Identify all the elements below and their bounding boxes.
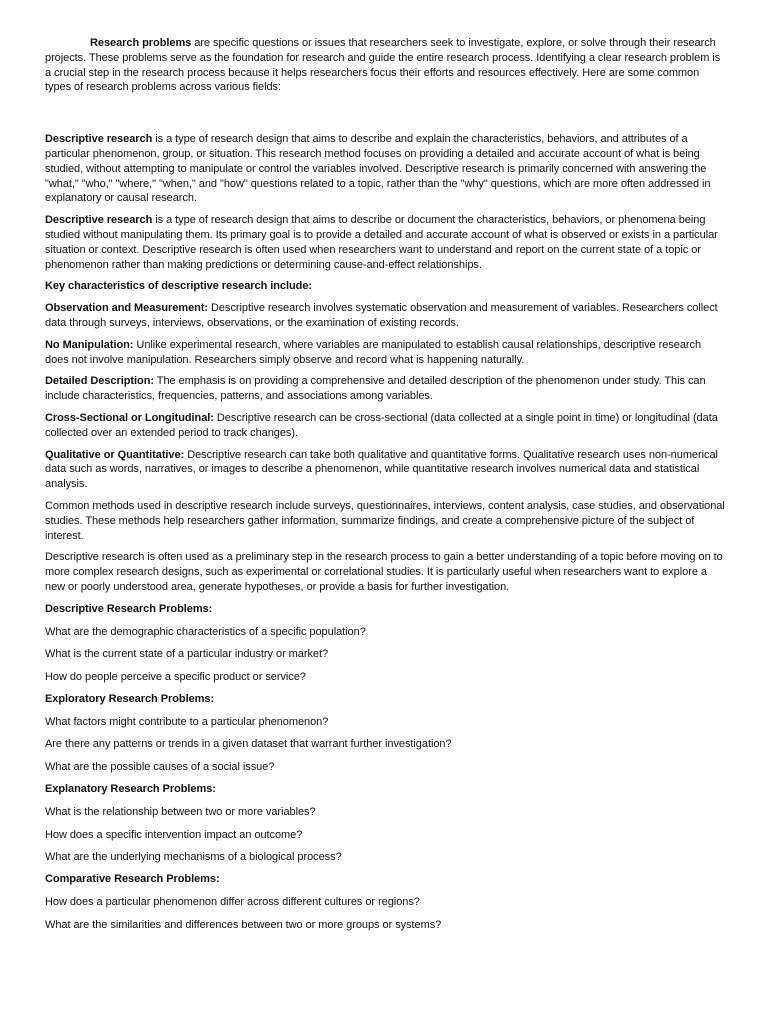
characteristic-paragraph: [45, 448, 725, 492]
characteristic-term: Detailed Description:: [45, 375, 154, 388]
document-page: [45, 36, 725, 933]
methods-paragraph: Common methods used in descriptive research include surveys, questionnaires, interviews, content analysis, case studies, and observational studies. These methods help researchers gather information, summarize findings, and create a comprehensive picture of the subject of interest.: [45, 499, 725, 542]
characteristic-text: Unlike experimental research, where variables are manipulated to establish causal relationships, descriptive research does not involve manipulation. Researchers simply observe and record what is happening naturally.: [45, 338, 702, 366]
characteristic-text: The emphasis is on providing a comprehensive and detailed description of the phenomenon under study. This can include characteristics, frequencies, patterns, and associations among variables.: [45, 375, 706, 403]
characteristic-term: Cross-Sectional or Longitudinal:: [45, 411, 214, 424]
descriptive-definition-text: is a type of research design that aims to describe or document the characteristics, behaviors, or phenomena being studied without manipulating them. Its primary goal is to provide a detailed and accurate account of what is observed or exists in a particular situation or context. Descriptive research is often used when researchers want to understand and report on the current state of a topic or phenomenon rather than making predictions or determining cause-and-effect relationships.: [45, 214, 718, 271]
question-item: What are the similarities and differences between two or more groups or systems?: [45, 918, 442, 931]
characteristic-term: Observation and Measurement:: [45, 302, 209, 315]
question-item: What factors might contribute to a particular phenomenon?: [45, 715, 329, 728]
descriptive-term: Descriptive research: [45, 214, 153, 227]
characteristic-term: No Manipulation:: [45, 338, 134, 351]
characteristic-text: Descriptive research can take both qualitative and quantitative forms. Qualitative research uses non-numerical data such as words, narratives, or images to describe a phenomenon, while quantitative research involves numerical data and statistical analysis.: [45, 448, 718, 491]
characteristic-paragraph: [45, 411, 725, 441]
section-heading-comparative: Comparative Research Problems:: [45, 873, 220, 886]
characteristic-paragraph: [45, 338, 725, 368]
question-item: How does a specific intervention impact an outcome?: [45, 828, 303, 841]
section-heading-explanatory: Explanatory Research Problems:: [45, 783, 216, 796]
intro-term: Research problems: [90, 37, 192, 49]
question-item: What are the possible causes of a social issue?: [45, 761, 275, 774]
descriptive-definition-text: is a type of research design that aims to describe and explain the characteristics, behaviors, and attributes of a particular phenomenon, group, or situation. This research method focuses on providing a detailed and accurate account of what is being studied, without attempting to manipulate or control the variables involved. Descriptive research is primarily concerned with answering the "what," "who," "where," "when," and "how" questions related to a topic, rather than the "why" questions, which are more often addressed in explanatory or causal research.: [45, 133, 711, 205]
characteristic-paragraph: [45, 374, 725, 404]
characteristic-text: Descriptive research can be cross-sectional (data collected at a single point in time) or longitudinal (data collected over an extended period to track changes).: [45, 411, 718, 439]
characteristic-text: Descriptive research involves systematic observation and measurement of variables. Researchers collect data through surveys, interviews, observations, or the examination of existing records.: [45, 302, 718, 329]
section-heading-exploratory: Exploratory Research Problems:: [45, 692, 215, 705]
characteristic-term: Qualitative or Quantitative:: [45, 448, 185, 461]
descriptive-term: Descriptive research: [45, 133, 153, 146]
descriptive-definition-paragraph-2: [45, 213, 725, 272]
question-item: How do people perceive a specific product or service?: [45, 671, 306, 684]
question-item: How does a particular phenomenon differ across different cultures or regions?: [45, 896, 420, 909]
question-item: What are the underlying mechanisms of a biological process?: [45, 851, 342, 864]
question-item: What is the relationship between two or more variables?: [45, 805, 316, 818]
key-characteristics-heading: Key characteristics of descriptive research include:: [45, 280, 313, 293]
intro-text: are specific questions or issues that researchers seek to investigate, explore, or solve through their research projects. These problems serve as the foundation for research and guide the entire research process. Identifying a clear research problem is a crucial step in the research process because it helps researchers focus their efforts and resources effectively. Here are some common types of research problems across various fields:: [45, 37, 721, 94]
preliminary-paragraph: Descriptive research is often used as a preliminary step in the research process to gain a better understanding of a topic before moving on to more complex research designs, such as experimental or correlational studies. It is particularly useful when researchers want to explore a new or poorly understood area, generate hypotheses, or provide a basis for further investigation.: [45, 551, 723, 593]
characteristic-paragraph: [45, 301, 725, 331]
intro-paragraph: [45, 36, 725, 95]
question-item: Are there any patterns or trends in a given dataset that warrant further investigation?: [45, 738, 452, 751]
question-item: What is the current state of a particular industry or market?: [45, 648, 329, 661]
question-item: What are the demographic characteristics of a specific population?: [45, 625, 366, 638]
section-heading-descriptive: Descriptive Research Problems:: [45, 602, 213, 615]
descriptive-definition-paragraph: [45, 132, 725, 206]
